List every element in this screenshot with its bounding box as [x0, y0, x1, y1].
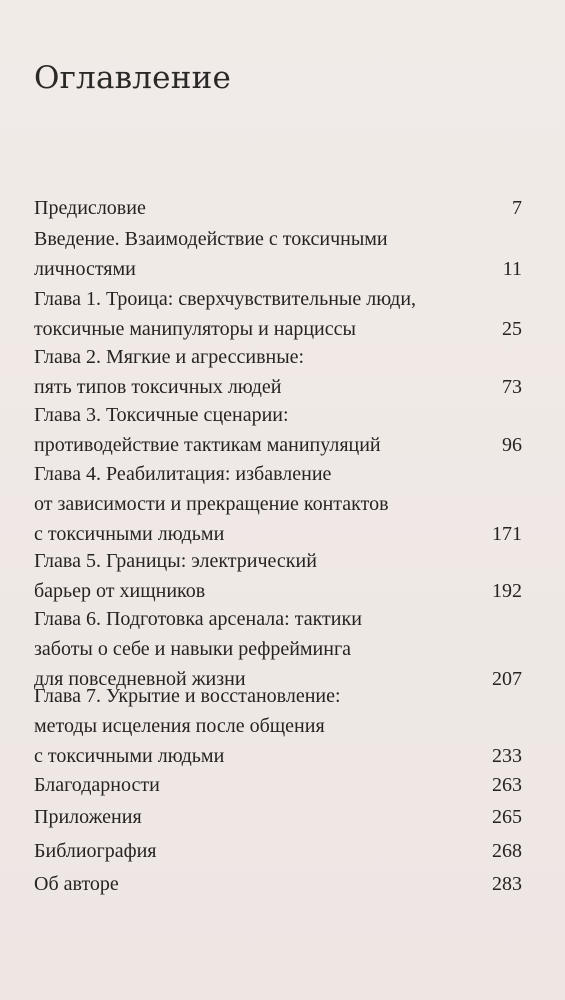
toc-entry-line: противодействие тактикам манипуляций	[34, 434, 381, 456]
toc-entry-line: токсичные манипуляторы и нарциссы	[34, 318, 356, 340]
toc-entry-introduction	[34, 224, 522, 284]
toc-page-number: 11	[502, 258, 522, 280]
toc-entry-line: Глава 6. Подготовка арсенала: тактики	[34, 608, 362, 630]
toc-entry-chapter-5	[34, 546, 522, 606]
toc-entry-line: методы исцеления после общения	[34, 715, 325, 737]
toc-entry-line: от зависимости и прекращение контактов	[34, 493, 389, 515]
toc-entry-line: пять типов токсичных людей	[34, 376, 282, 398]
toc-page-number: 283	[492, 873, 522, 895]
toc-entry-line: Глава 3. Токсичные сценарии:	[34, 404, 289, 426]
toc-entry-acknowledgements	[34, 770, 522, 800]
toc-entry-line: Глава 4. Реабилитация: избавление	[34, 463, 332, 485]
toc-entry-line: Глава 1. Троица: сверхчувствительные люди,	[34, 288, 417, 310]
toc-entry-line: Глава 7. Укрытие и восстановление:	[34, 685, 341, 707]
toc-page-number: 265	[492, 806, 522, 828]
toc-entry-line: личностями	[34, 258, 136, 280]
toc-page-number: 233	[492, 745, 522, 767]
toc-entry-line: Благодарности	[34, 774, 160, 796]
toc-entry-chapter-4	[34, 459, 522, 549]
toc-page-number: 25	[502, 318, 522, 340]
toc-page-number: 73	[502, 376, 522, 398]
toc-entry-line: Глава 2. Мягкие и агрессивные:	[34, 346, 305, 368]
toc-entry-chapter-7	[34, 681, 522, 771]
toc-entry-chapter-2	[34, 342, 522, 402]
toc-entry-line: Приложения	[34, 806, 142, 828]
toc-entry-line: Предисловие	[34, 197, 146, 219]
toc-page-number: 268	[492, 840, 522, 862]
page-title: Оглавление	[34, 60, 231, 96]
toc-page-number: 207	[492, 668, 522, 690]
toc-page-number: 96	[502, 434, 522, 456]
toc-entry-line: заботы о себе и навыки рефрейминга	[34, 638, 352, 660]
toc-entry-line: Об авторе	[34, 873, 119, 895]
toc-page-number: 192	[492, 580, 522, 602]
toc-entry-chapter-1	[34, 284, 522, 344]
toc-entry-line: Библиография	[34, 840, 157, 862]
toc-entry-appendices	[34, 802, 522, 832]
toc-entry-preface	[34, 193, 522, 223]
toc-page-number: 263	[492, 774, 522, 796]
toc-entry-bibliography	[34, 836, 522, 866]
toc-entry-line: с токсичными людьми	[34, 745, 225, 767]
toc-entry-line: Глава 5. Границы: электрический	[34, 550, 317, 572]
toc-entry-line: с токсичными людьми	[34, 523, 225, 545]
toc-entry-about-author	[34, 869, 522, 899]
toc-entry-line: для повседневной жизни	[34, 668, 246, 690]
toc-entry-line: барьер от хищников	[34, 580, 206, 602]
toc-entry-chapter-3	[34, 400, 522, 460]
toc-entry-line: Введение. Взаимодействие с токсичными	[34, 228, 388, 250]
toc-page-number: 7	[512, 197, 522, 219]
toc-page-number: 171	[492, 523, 522, 545]
